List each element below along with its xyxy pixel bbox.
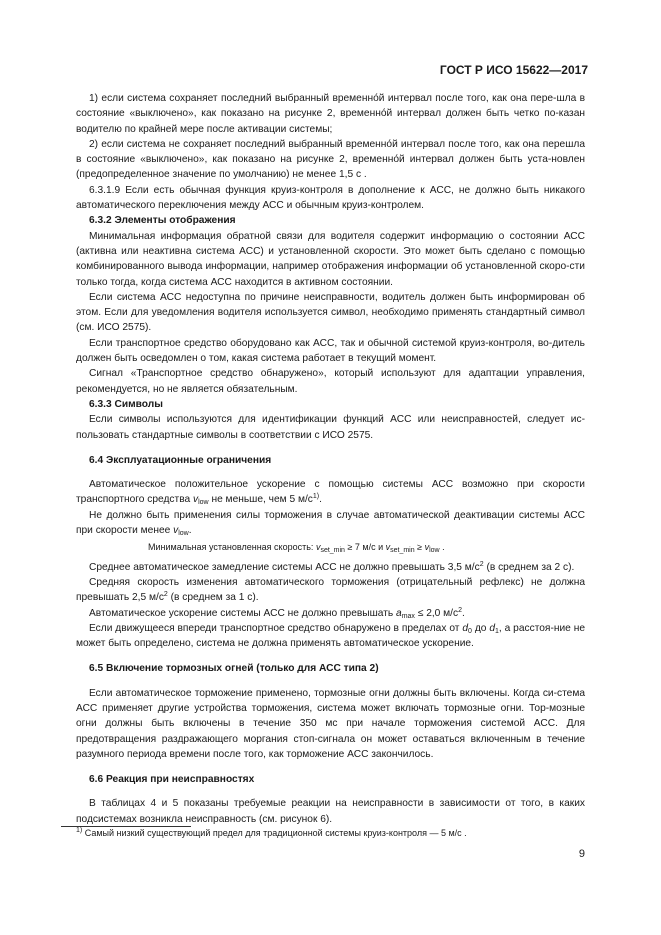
paragraph: 6.3.1.9 Если есть обычная функция круиз-контроля в дополнение к АСС, не должно быть никакого автоматического переключения между АСС и обычным круиз-контролем. xyxy=(76,184,585,212)
paragraph: Если символы используются для идентификации функций АСС или неисправностей, следует ис-пользовать стандартные символы в соответствии с ИСО 2575. xyxy=(76,414,585,441)
paragraph: Сигнал «Транспортное средство обнаружено», который используют для адаптации управления, рекомендуется, но не является обязательным. xyxy=(76,368,585,395)
paragraph: Среднее автоматическое замедление системы АСС не должно превышать 3,5 $м/с^2$ (в среднем за 2 с). xyxy=(89,560,575,573)
footnote-ref: 1) xyxy=(312,493,320,501)
paragraph: 2) если система не сохраняет последний выбранный временно́й интервал после того, как она перешла в состояние «выключено», как показано на рисунке 2, временно́й интервал должен быть уста-новлен (предопределенное значение по умолчанию) не менее 1,5 с . xyxy=(76,138,585,181)
paragraph: Минимальная информация обратной связи для водителя содержит информацию о состоянии АСС (активна или неактивна система АСС) и установленной скорости. Это может быть сделано с помощью комбинированного вывода информации, например отображения информации об установленной скоро-сти только тогда, когда система АСС находится в активном состоянии. xyxy=(76,230,585,288)
section-heading-6-3-3: 6.3.3 Символы xyxy=(89,398,163,410)
formula-min-speed: Минимальная установленная скорость: $v_{set\_min} \ge 7$ м/с и $v_{set\_min} \ge v_{low}$ . xyxy=(148,542,445,555)
footnote: $^{1)}$ Самый низкий существующий предел для традиционной системы круиз-контроля — 5 м/с . xyxy=(76,827,467,838)
paragraph: Средняя скорость изменения автоматического торможения (отрицательный рефлекс) не должна превышать 2,5 $м/с^2$ (в среднем за 1 с). xyxy=(76,576,585,604)
paragraph-vlow: Автоматическое положительное ускорение с помощью системы АСС возможно при скорости транспортного средства $v_{low}$ не меньше, чем 5 $м/с^{1)}$. xyxy=(76,479,585,507)
paragraph: Если система АСС недоступна по причине неисправности, водитель должен быть информирован об этом. Если для уведомления водителя используется символ, необходимо применять стандартный символ (см. ИСО 2575). xyxy=(76,291,585,334)
paragraph: Если транспортное средство оборудовано как АСС, так и обычной системой круиз-контроля, во-дитель должен быть осведомлен о том, какая система работает в текущий момент. xyxy=(76,337,585,365)
paragraph: Если движущееся впереди транспортное средство обнаружено в пределах от $d_0$ до $d_1$, а расстоя-ние не может быть определено, система не должна применять автоматическое ускорение. xyxy=(76,622,585,650)
page-body xyxy=(76,91,585,827)
paragraph: В таблицах 4 и 5 показаны требуемые реакции на неисправности в зависимости от того, в каких подсистемах возникла неисправность (см. рисунок 6). xyxy=(76,798,585,825)
paragraph: Если автоматическое торможение применено, тормозные огни должны быть включены. Когда си-стема АСС применяет другие устройства торможения, система может включать тормозные огни. Тор-мозные огни должны быть включены в течение 350 мс при начале торможения системой АСС. Для предотвращения раздражающего моргания стоп-сигнала он может оставаться включенным в течение разумного периода времени после того, как торможение АСС закончилось. xyxy=(76,687,585,760)
paragraph: Автоматическое ускорение системы АСС не должно превышать $a_{max} \le 2,0$ $м/с^2$. xyxy=(89,606,465,620)
section-heading-6-5: 6.5 Включение тормозных огней (только для АСС типа 2) xyxy=(89,663,379,675)
page-number: 9 xyxy=(578,848,585,860)
paragraph: 1) если система сохраняет последний выбранный временно́й интервал после того, как она пере-шла в состояние «выключено», как показано на рисунке 2, временно́й интервал должен быть четко по-казан водителю по крайней мере после активации системы; xyxy=(76,93,585,135)
section-heading-6-3-2: 6.3.2 Элементы отображения xyxy=(89,215,236,227)
paragraph: Не должно быть применения силы торможения в случае автоматической деактивации системы АСС при скорости менее $v_{low}$. xyxy=(76,509,585,538)
section-heading-6-4: 6.4 Эксплуатационные ограничения xyxy=(89,454,272,466)
section-heading-6-6: 6.6 Реакция при неисправностях xyxy=(89,774,255,786)
standard-number: ГОСТ Р ИСО 15622—2017 xyxy=(439,63,588,77)
